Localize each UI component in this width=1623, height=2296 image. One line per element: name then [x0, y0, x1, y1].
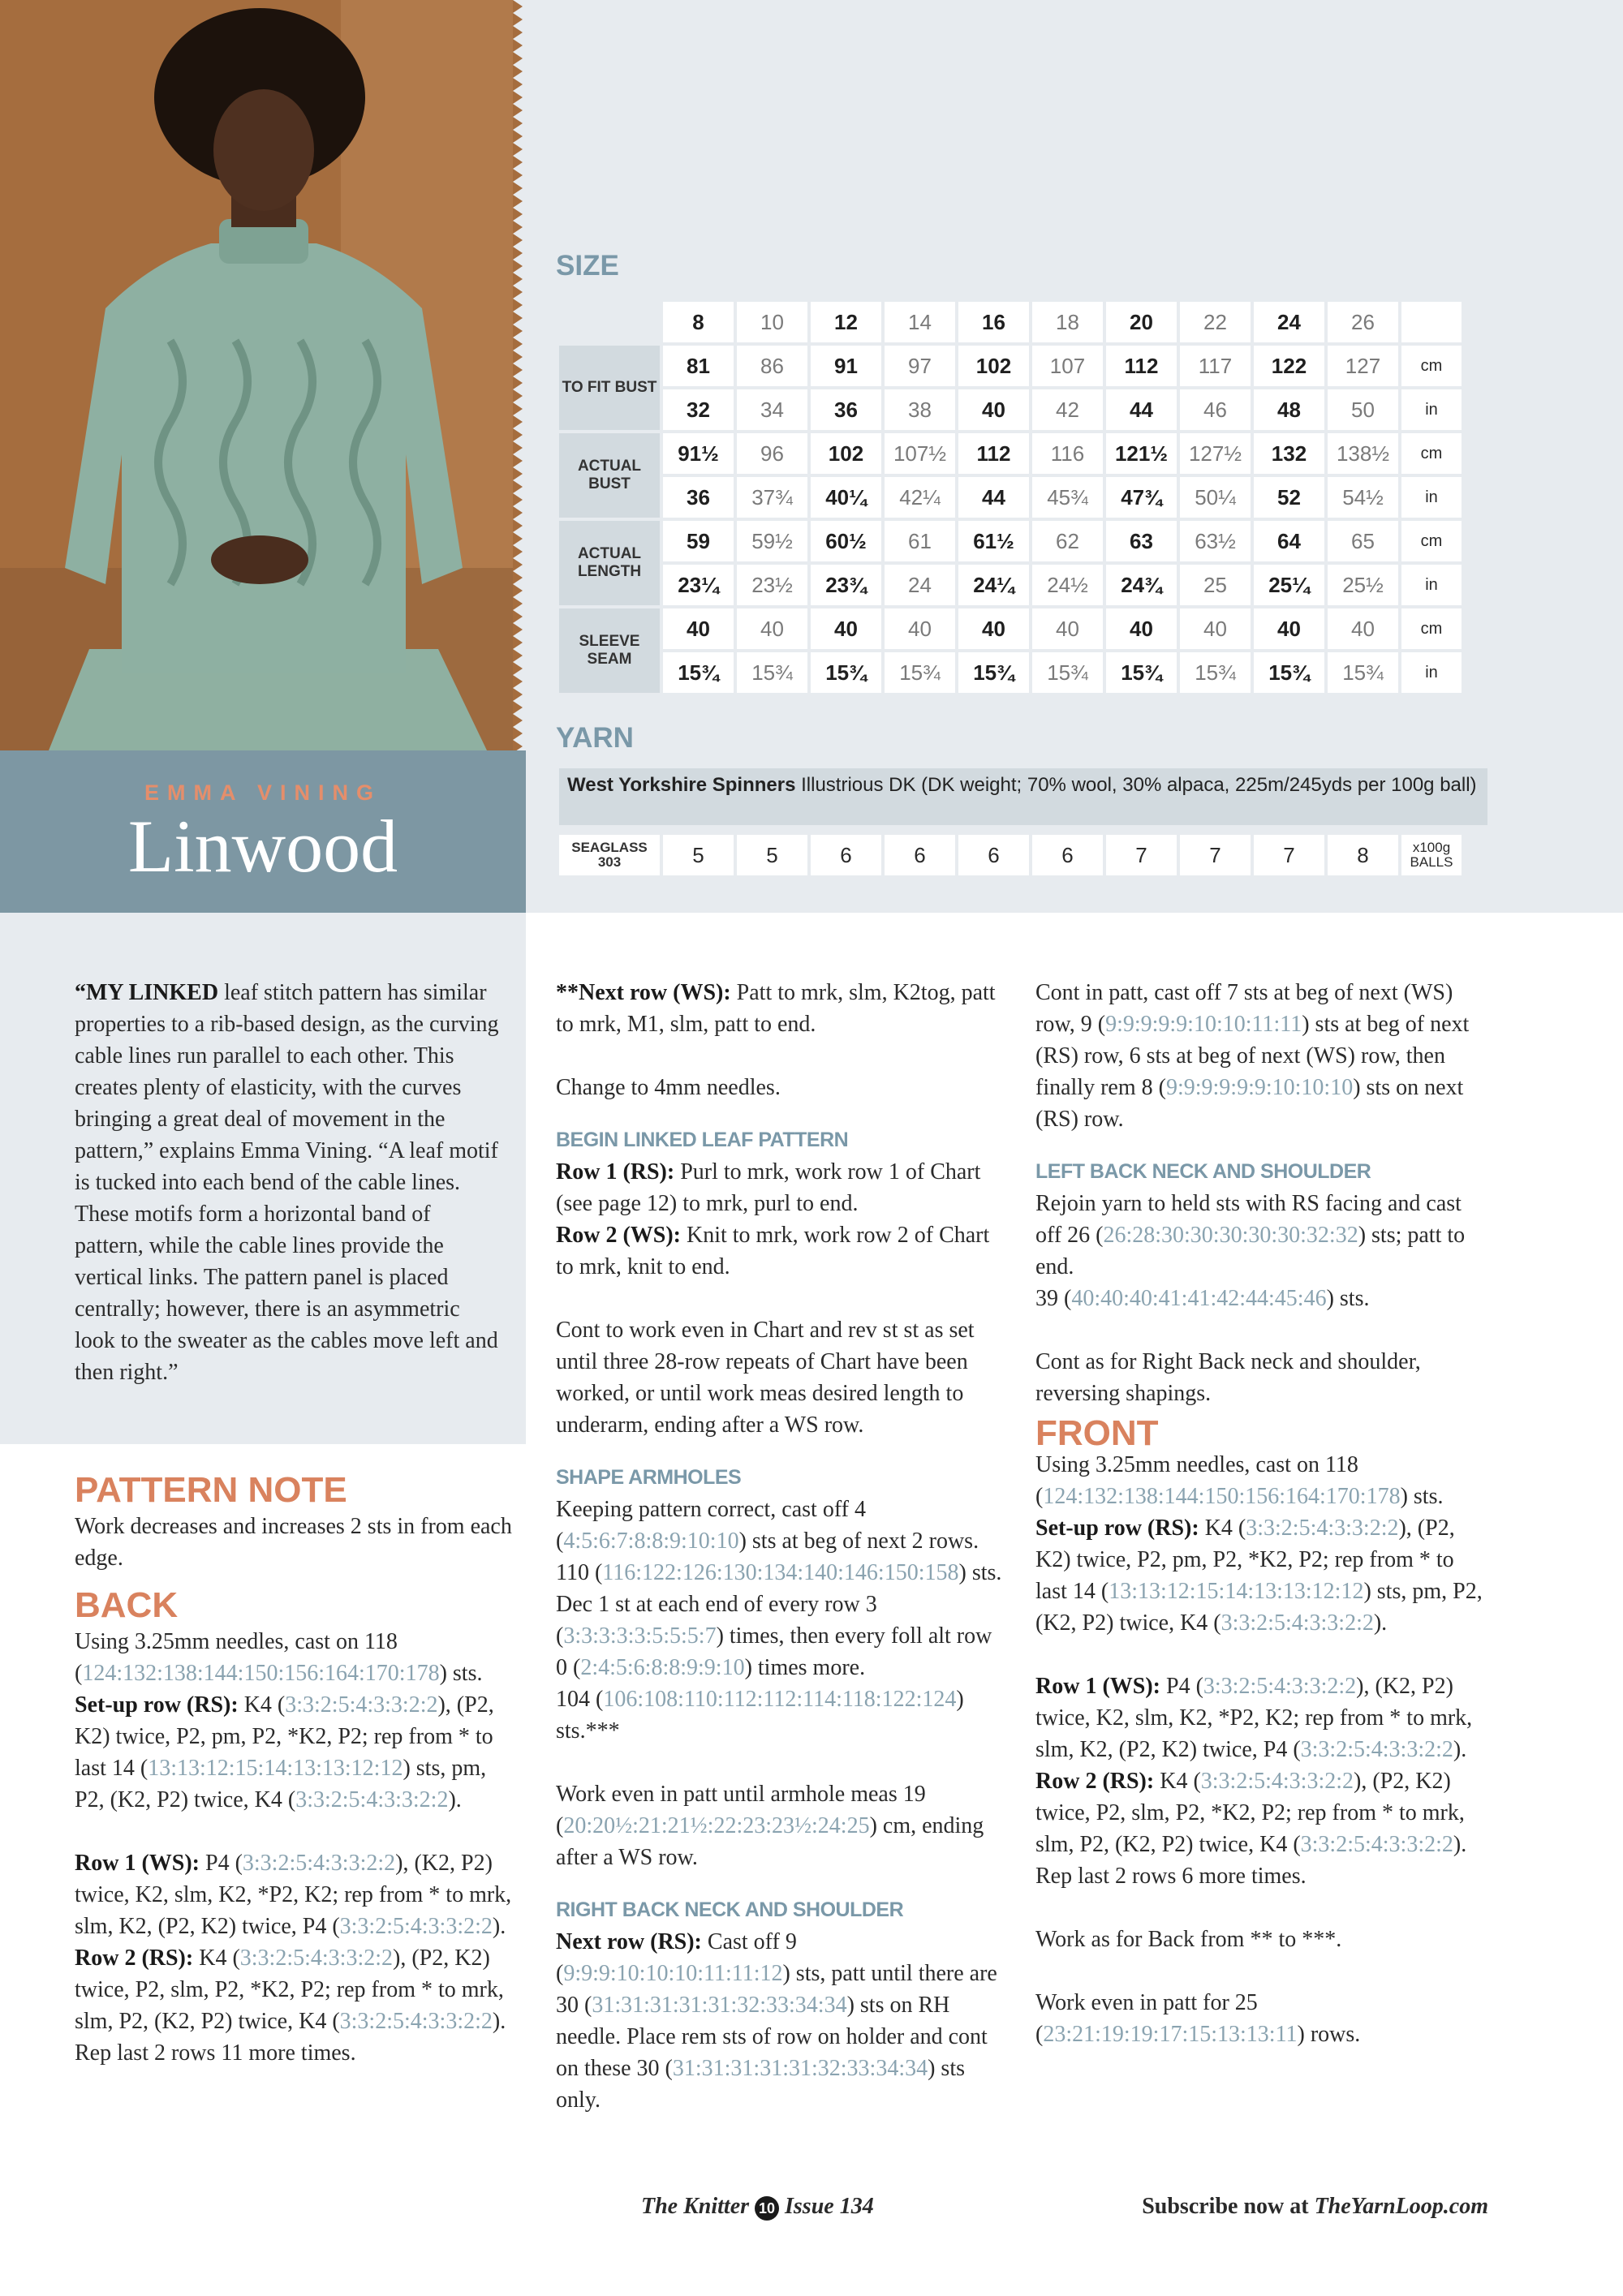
change-needles: Change to 4mm needles.	[556, 1075, 781, 1100]
unit-cell	[1401, 302, 1462, 342]
size-row-label: SLEEVE SEAM	[559, 608, 660, 693]
size-cell: 112	[958, 433, 1029, 474]
intro-lead: “MY LINKED	[75, 980, 219, 1005]
page-number: 10	[755, 2196, 779, 2221]
size-row-label: TO FIT BUST	[559, 346, 660, 430]
armholes-decrease: Dec 1 st at each end of every row 3 (3:3:3:3:3:5:5:5:7) times, then every foll alt row 0 (2:4:5:6:8:8:9:9:10) times more.	[556, 1592, 992, 1680]
yarn-balls-cell: 7	[1254, 835, 1324, 875]
size-cell: 44	[958, 477, 1029, 518]
column-1	[75, 1470, 513, 2069]
unit-cell: cm	[1401, 521, 1462, 561]
yarn-shade: SEAGLASS 303	[559, 835, 660, 875]
size-cell: 24¾	[1106, 565, 1177, 605]
size-cell: 15¾	[811, 652, 881, 693]
yarn-quantity-table	[556, 832, 1465, 879]
left-back-count: 39 (40:40:40:41:41:42:44:45:46) sts.	[1035, 1286, 1370, 1311]
back-next-row: **Next row (WS): Patt to mrk, slm, K2tog, patt to mrk, M1, slm, patt to end.	[556, 980, 996, 1037]
yarn-balls-cell: 5	[737, 835, 807, 875]
size-cell: 107½	[885, 433, 955, 474]
pattern-title: Linwood	[127, 805, 398, 888]
linked-leaf-heading: BEGIN LINKED LEAF PATTERN	[556, 1129, 849, 1151]
leaf-row-1: Row 1 (RS): Purl to mrk, work row 1 of Chart (see page 12) to mrk, purl to end.	[556, 1159, 981, 1216]
cover-photo	[0, 0, 526, 750]
size-cell: 61	[885, 521, 955, 561]
size-cell: 40	[811, 608, 881, 649]
right-back-heading: RIGHT BACK NECK AND SHOULDER	[556, 1898, 904, 1921]
size-cell: 116	[1032, 433, 1103, 474]
size-cell: 15¾	[885, 652, 955, 693]
size-cell: 64	[1254, 521, 1324, 561]
front-row-1: Row 1 (WS): P4 (3:3:2:5:4:3:3:2:2), (K2, P2) twice, K2, slm, K2, *P2, K2; rep from * to mrk, slm, K2, (P2, K2) twice, P4 (3:3:2:5:4:3:3:2:2).	[1035, 1674, 1473, 1762]
back-cast-on: Using 3.25mm needles, cast on 118 (124:132:138:144:150:156:164:170:178) sts.	[75, 1629, 483, 1686]
pattern-note-heading: PATTERN NOTE	[75, 1470, 347, 1510]
size-cell: 59	[663, 521, 734, 561]
size-cell: 117	[1180, 346, 1251, 386]
armholes-count-2: 104 (106:108:110:112:112:114:118:122:124) sts.***	[556, 1687, 964, 1743]
size-cell: 37¾	[737, 477, 807, 518]
size-cell: 63½	[1180, 521, 1251, 561]
size-cell: 107	[1032, 346, 1103, 386]
front-work-even: Work even in patt for 25 (23:21:19:19:17:15:13:13:11) rows.	[1035, 1990, 1361, 2047]
size-cell: 10	[737, 302, 807, 342]
yarn-balls-cell: 5	[663, 835, 734, 875]
yarn-brand: West Yorkshire Spinners	[567, 774, 796, 796]
size-cell: 15¾	[1180, 652, 1251, 693]
armholes-cast-off: Keeping pattern correct, cast off 4 (4:5:6:7:8:8:9:10:10) sts at beg of next 2 rows.	[556, 1497, 979, 1554]
size-row-label: ACTUAL BUST	[559, 433, 660, 518]
left-back-rejoin: Rejoin yarn to held sts with RS facing and cast off 26 (26:28:30:30:30:30:30:32:32) sts; patt to end.	[1035, 1191, 1466, 1279]
size-cell: 102	[958, 346, 1029, 386]
size-cell: 47¾	[1106, 477, 1177, 518]
front-repeat: Rep last 2 rows 6 more times.	[1035, 1864, 1307, 1889]
size-cell: 42	[1032, 389, 1103, 430]
size-cell: 16	[958, 302, 1029, 342]
size-cell: 59½	[737, 521, 807, 561]
back-row-1: Row 1 (WS): P4 (3:3:2:5:4:3:3:2:2), (K2, P2) twice, K2, slm, K2, *P2, K2; rep from * to mrk, slm, K2, (P2, K2) twice, P4 (3:3:2:5:4:3:3:2:2).	[75, 1851, 512, 1939]
size-row-label: ACTUAL LENGTH	[559, 521, 660, 605]
front-heading: FRONT	[1035, 1413, 1159, 1453]
size-cell: 25½	[1328, 565, 1398, 605]
size-cell: 121½	[1106, 433, 1177, 474]
yarn-balls-cell: 7	[1106, 835, 1177, 875]
unit-cell: in	[1401, 477, 1462, 518]
front-work-as: Work as for Back from ** to ***.	[1035, 1927, 1342, 1952]
size-cell: 14	[885, 302, 955, 342]
size-cell: 102	[811, 433, 881, 474]
size-cell: 132	[1254, 433, 1324, 474]
size-cell: 60½	[811, 521, 881, 561]
size-cell: 65	[1328, 521, 1398, 561]
size-cell: 8	[663, 302, 734, 342]
size-cell: 62	[1032, 521, 1103, 561]
size-cell: 15¾	[1254, 652, 1324, 693]
size-cell: 36	[663, 477, 734, 518]
size-cell: 91	[811, 346, 881, 386]
size-cell: 44	[1106, 389, 1177, 430]
back-instructions	[75, 1626, 513, 2069]
size-cell: 52	[1254, 477, 1324, 518]
size-cell: 48	[1254, 389, 1324, 430]
size-cell: 22	[1180, 302, 1251, 342]
footer-subscribe	[1123, 2194, 1488, 2220]
size-cell: 138½	[1328, 433, 1398, 474]
yarn-balls-cell: 6	[811, 835, 881, 875]
size-cell: 25¼	[1254, 565, 1324, 605]
size-cell: 40	[1328, 608, 1398, 649]
yarn-balls-cell: 7	[1180, 835, 1251, 875]
size-cell: 40	[958, 389, 1029, 430]
size-cell: 15¾	[1106, 652, 1177, 693]
size-cell: 24	[1254, 302, 1324, 342]
leaf-row-2: Row 2 (WS): Knit to mrk, work row 2 of Chart to mrk, knit to end.	[556, 1223, 990, 1279]
size-cell: 23¾	[811, 565, 881, 605]
footer-magazine	[641, 2194, 1047, 2221]
size-cell: 15¾	[1032, 652, 1103, 693]
unit-cell: in	[1401, 652, 1462, 693]
size-cell: 15¾	[1328, 652, 1398, 693]
size-cell: 26	[1328, 302, 1398, 342]
size-cell: 12	[811, 302, 881, 342]
leaf-continue: Cont to work even in Chart and rev st st as set until three 28-row repeats of Chart have been worked, or until work meas desired length to underarm, ending after a WS row.	[556, 1318, 975, 1438]
back-row-2: Row 2 (RS): K4 (3:3:2:5:4:3:3:2:2), (P2, K2) twice, P2, slm, P2, *K2, P2; rep from * to mrk, slm, P2, (K2, P2) twice, K4 (3:3:2:5:4:3:3:2:2).	[75, 1946, 506, 2034]
size-heading: SIZE	[556, 250, 619, 282]
size-cell: 127½	[1180, 433, 1251, 474]
yarn-details: Illustrious DK (DK weight; 70% wool, 30% alpaca, 225m/245yds per 100g ball)	[795, 774, 1477, 796]
size-cell: 50	[1328, 389, 1398, 430]
size-cell: 40	[1106, 608, 1177, 649]
yarn-balls-cell: 6	[958, 835, 1029, 875]
size-cell: 40	[1254, 608, 1324, 649]
size-cell: 63	[1106, 521, 1177, 561]
size-cell: 32	[663, 389, 734, 430]
size-cell: 15¾	[958, 652, 1029, 693]
size-cell: 24	[885, 565, 955, 605]
back-heading: BACK	[75, 1585, 179, 1625]
size-cell: 38	[885, 389, 955, 430]
size-cell: 40	[885, 608, 955, 649]
size-cell: 54½	[1328, 477, 1398, 518]
pattern-note-text: Work decreases and increases 2 sts in from each edge.	[75, 1514, 512, 1571]
size-cell: 50¼	[1180, 477, 1251, 518]
magazine-name: The Knitter	[641, 2194, 750, 2219]
size-cell: 45¾	[1032, 477, 1103, 518]
back-repeat: Rep last 2 rows 11 more times.	[75, 2040, 356, 2066]
size-cell: 25	[1180, 565, 1251, 605]
size-cell: 40	[958, 608, 1029, 649]
size-cell: 34	[737, 389, 807, 430]
size-cell: 15¾	[737, 652, 807, 693]
unit-cell: cm	[1401, 608, 1462, 649]
size-cell: 91½	[663, 433, 734, 474]
column-2	[556, 977, 1006, 2116]
size-table	[556, 299, 1465, 696]
issue-number: Issue 134	[785, 2194, 874, 2219]
size-cell: 40	[1180, 608, 1251, 649]
size-cell: 86	[737, 346, 807, 386]
subscribe-text: Subscribe now at	[1142, 2194, 1315, 2219]
intro-body: leaf stitch pattern has similar properties to a rib-based design, as the curving cable lines run parallel to each other. This creates plenty of elasticity, with the curves bringing a great deal of movement in the pattern,” explains Emma Vining. “A leaf motif is tucked into each bend of the cable lines. These motifs form a horizontal band of pattern, while the cable lines provide the vertical links. The pattern panel is placed centrally; however, there is an asymmetric look to the sweater as the cables move left and then right.”	[75, 980, 499, 1385]
yarn-description	[559, 768, 1487, 825]
left-back-cont: Cont as for Right Back neck and shoulder, reversing shapings.	[1035, 1349, 1421, 1406]
yarn-balls-cell: 6	[1032, 835, 1103, 875]
unit-cell: cm	[1401, 433, 1462, 474]
subscribe-link[interactable]: TheYarnLoop.com	[1314, 2194, 1488, 2219]
size-cell: 97	[885, 346, 955, 386]
size-cell: 23¼	[663, 565, 734, 605]
size-cell: 40	[663, 608, 734, 649]
intro-text	[75, 977, 505, 1388]
yarn-balls-cell: 8	[1328, 835, 1398, 875]
right-back-next-row: Next row (RS): Cast off 9 (9:9:9:10:10:10:11:11:12) sts, patt until there are 30 (31:31:31:31:31:32:33:34:34) sts on RH needle. Place rem sts of row on holder and cont on these 30 (31:31:31:31:31:32:33:34:34) sts only.	[556, 1929, 997, 2113]
size-cell: 96	[737, 433, 807, 474]
column-3	[1035, 977, 1490, 2050]
size-cell: 24½	[1032, 565, 1103, 605]
size-cell: 24¼	[958, 565, 1029, 605]
back-setup-row: Set-up row (RS): K4 (3:3:2:5:4:3:3:2:2), (P2, K2) twice, P2, pm, P2, *K2, P2; rep from * to last 14 (13:13:12:15:14:13:13:12:12) sts, pm, P2, (K2, P2) twice, K4 (3:3:2:5:4:3:3:2:2).	[75, 1692, 494, 1812]
armholes-count-1: 110 (116:122:126:130:134:140:146:150:158) sts.	[556, 1560, 1002, 1585]
size-cell: 40¼	[811, 477, 881, 518]
armholes-heading: SHAPE ARMHOLES	[556, 1466, 742, 1489]
size-cell: 46	[1180, 389, 1251, 430]
size-cell: 81	[663, 346, 734, 386]
size-cell: 40	[737, 608, 807, 649]
size-row-label	[559, 302, 660, 342]
unit-cell: in	[1401, 389, 1462, 430]
unit-cell: in	[1401, 565, 1462, 605]
size-cell: 42¼	[885, 477, 955, 518]
yarn-heading: YARN	[556, 722, 634, 754]
size-cell: 112	[1106, 346, 1177, 386]
size-cell: 23½	[737, 565, 807, 605]
designer-name: EMMA VINING	[144, 780, 381, 805]
size-cell: 40	[1032, 608, 1103, 649]
size-cell: 61½	[958, 521, 1029, 561]
front-setup-row: Set-up row (RS): K4 (3:3:2:5:4:3:3:2:2), (P2, K2) twice, P2, pm, P2, *K2, P2; rep from * to last 14 (13:13:12:15:14:13:13:12:12) sts, pm, P2, (K2, P2) twice, K4 (3:3:2:5:4:3:3:2:2).	[1035, 1516, 1483, 1636]
left-back-heading: LEFT BACK NECK AND SHOULDER	[1035, 1160, 1371, 1183]
yarn-unit: x100g BALLS	[1401, 835, 1462, 875]
right-back-cont: Cont in patt, cast off 7 sts at beg of next (WS) row, 9 (9:9:9:9:9:10:10:11:11) sts at beg of next (RS) row, 6 sts at beg of next (WS) row, then finally rem 8 (9:9:9:9:9:9:10:10:10) sts on next (RS) row.	[1035, 980, 1470, 1132]
armholes-work-even: Work even in patt until armhole meas 19 (20:20½:21:21½:22:23:23½:24:25) cm, ending after a WS row.	[556, 1782, 984, 1870]
size-cell: 127	[1328, 346, 1398, 386]
size-cell: 36	[811, 389, 881, 430]
front-row-2: Row 2 (RS): K4 (3:3:2:5:4:3:3:2:2), (P2, K2) twice, P2, slm, P2, *K2, P2; rep from * to mrk, slm, P2, (K2, P2) twice, K4 (3:3:2:5:4:3:3:2:2).	[1035, 1769, 1467, 1857]
size-cell: 122	[1254, 346, 1324, 386]
size-cell: 15¾	[663, 652, 734, 693]
front-cast-on: Using 3.25mm needles, cast on 118 (124:132:138:144:150:156:164:170:178) sts.	[1035, 1452, 1444, 1509]
size-cell: 18	[1032, 302, 1103, 342]
yarn-balls-cell: 6	[885, 835, 955, 875]
unit-cell: cm	[1401, 346, 1462, 386]
size-cell: 20	[1106, 302, 1177, 342]
